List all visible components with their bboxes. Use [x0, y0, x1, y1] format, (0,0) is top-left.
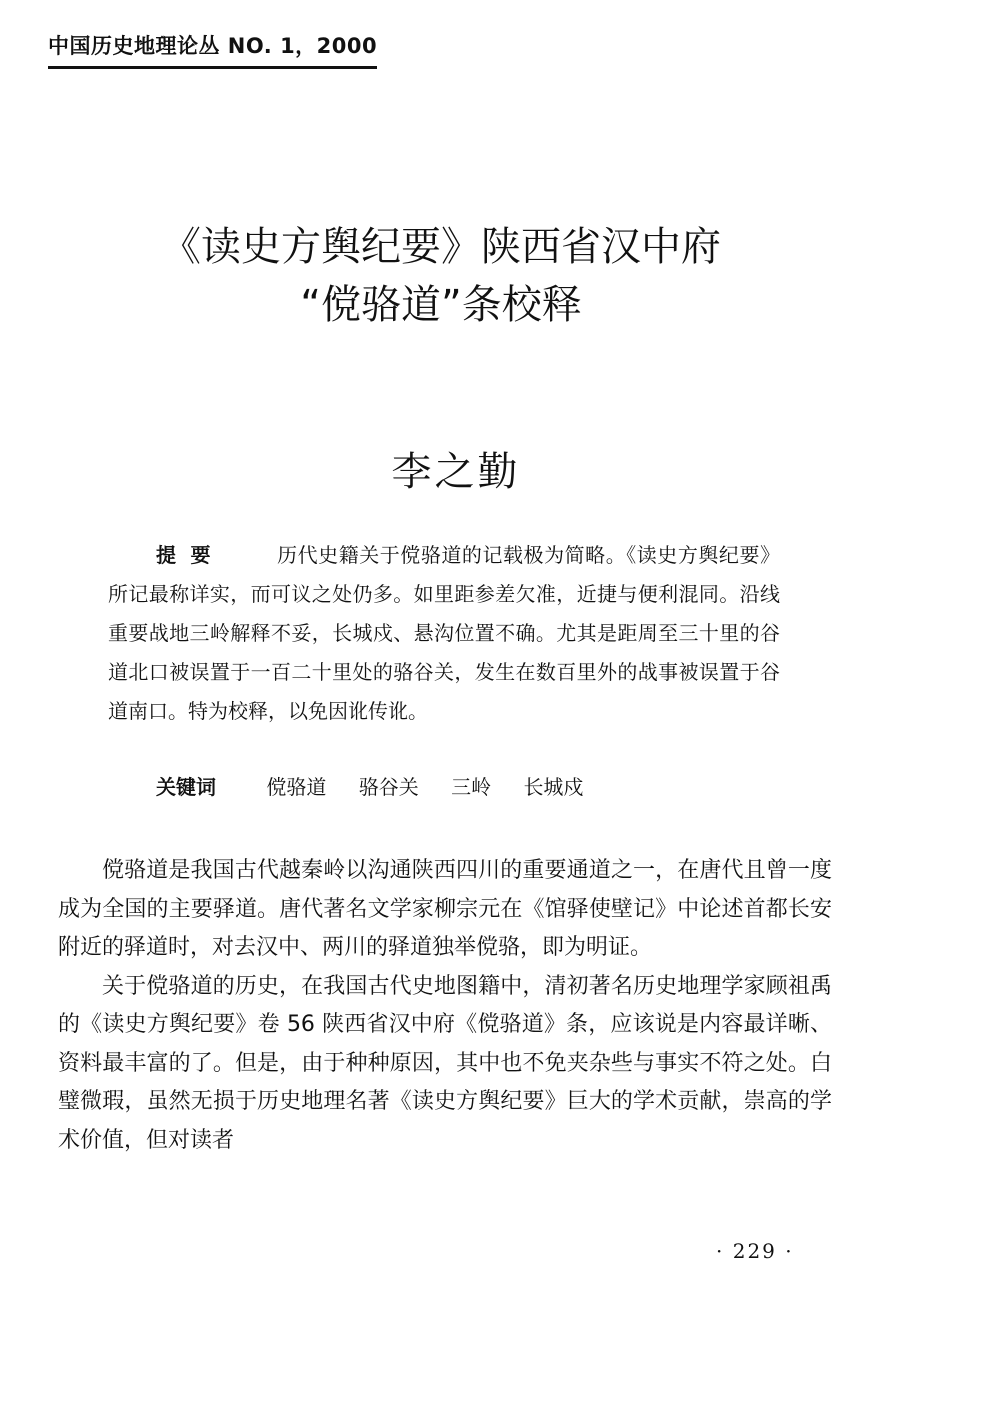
keyword-item: 骆谷关 — [358, 775, 419, 799]
abstract-label: 提要 — [156, 543, 226, 567]
page-number: · 229 · — [716, 1239, 794, 1263]
keywords — [156, 771, 609, 800]
abstract — [108, 536, 780, 731]
keyword-item: 三岭 — [451, 775, 492, 799]
title-line-2: “傥骆道”条校释 — [300, 282, 582, 328]
keywords-label: 关键词 — [156, 775, 216, 799]
running-header: 中国历史地理论丛 NO. 1，2000 — [48, 30, 377, 69]
body-text — [58, 852, 832, 1160]
body-paragraph: 关于傥骆道的历史，在我国古代史地图籍中，清初著名历史地理学家顾祖禹的《读史方舆纪要》卷 56 陕西省汉中府《傥骆道》条，应该说是内容最详晰、资料最丰富的了。但是，由于种种原因，其中也不免夹杂些与事实不符之处。白璧微瑕，虽然无损于历史地理名著《读史方舆纪要》巨大的学术贡献，崇高的学术价值，但对读者 — [58, 973, 832, 1153]
title-line-1: 《读史方舆纪要》陕西省汉中府 — [161, 224, 721, 270]
keyword-item: 傥骆道 — [266, 775, 327, 799]
keyword-item: 长城戍 — [523, 775, 584, 799]
article-title — [0, 218, 992, 334]
body-paragraph: 傥骆道是我国古代越秦岭以沟通陕西四川的重要通道之一，在唐代且曾一度成为全国的主要驿道。唐代著名文学家柳宗元在《馆驿使壁记》中论述首都长安附近的驿道时，对去汉中、两川的驿道独举傥骆，即为明证。 — [58, 858, 832, 960]
author-name: 李之勤 — [391, 449, 521, 495]
abstract-text: 历代史籍关于傥骆道的记载极为简略。《读史方舆纪要》所记最称详实，而可议之处仍多。如里距参差欠准，近捷与便利混同。沿线重要战地三岭解释不妥，长城戍、悬沟位置不确。尤其是距周至三十里的谷道北口被误置于一百二十里处的骆谷关，发生在数百里外的战事被误置于谷道南口。特为校释，以免因讹传讹。 — [108, 543, 781, 723]
